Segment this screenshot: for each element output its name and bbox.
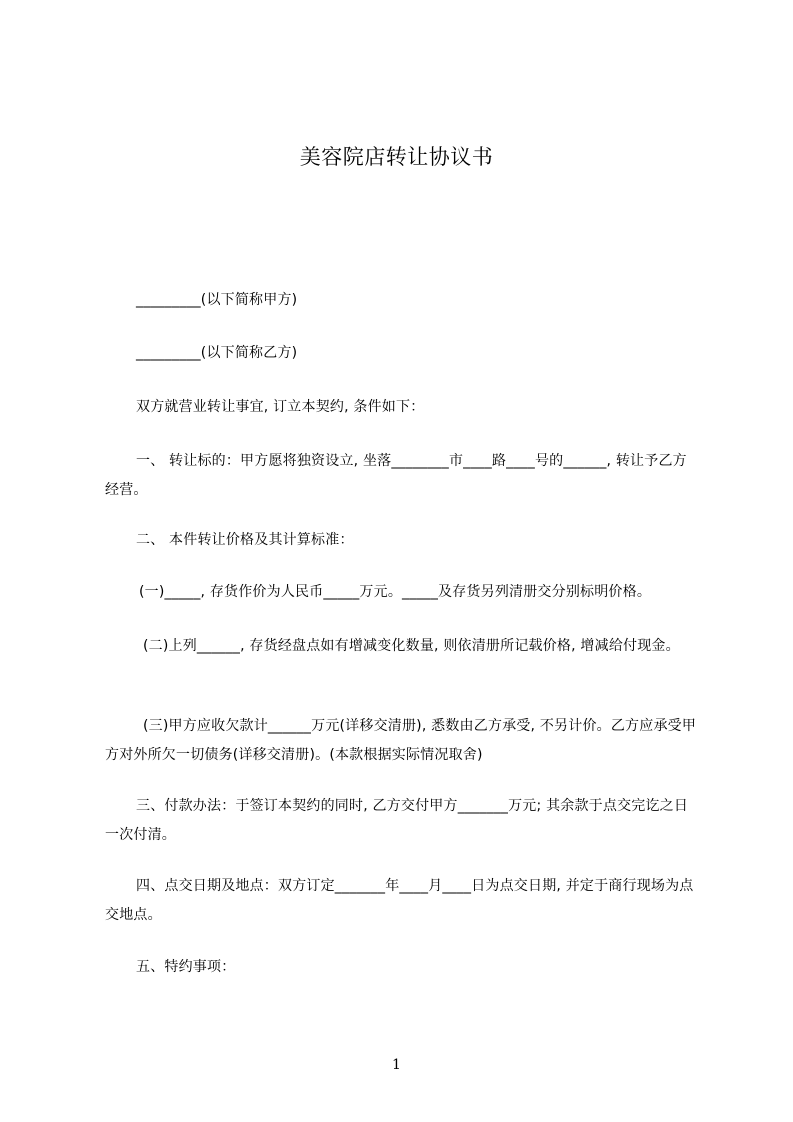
party-a-text: _________(以下简称甲方)	[136, 292, 298, 308]
clause-4-paragraph	[105, 872, 701, 930]
party-b-line	[105, 339, 701, 368]
intro-text: 双方就营业转让事宜, 订立本契约, 条件如下：	[136, 399, 425, 415]
clause-2-1-paragraph	[105, 578, 701, 607]
clause-2-2-text: (二)上列______, 存货经盘点如有增减变化数量, 则依清册所记载价格, 增减给付现金。	[143, 638, 680, 654]
clause-2-3-text: (三)甲方应收欠款计______万元(详移交清册), 悉数由乙方承受, 不另计价。乙方应承受甲方对外所欠一切债务(详移交清册)。(本款根据实际情况取舍)	[105, 718, 697, 763]
party-b-text: _________(以下简称乙方)	[136, 345, 298, 361]
clause-5-paragraph	[105, 953, 701, 982]
document-title: 美容院店转让协议书	[299, 145, 494, 169]
clause-1-paragraph	[105, 447, 701, 505]
clause-5-text: 五、特约事项：	[136, 959, 236, 975]
clause-3-text: 三、付款办法：于签订本契约的同时, 乙方交付甲方_______万元; 其余款于点交完讫之日一次付清。	[105, 798, 689, 843]
clause-3-paragraph	[105, 792, 701, 850]
intro-paragraph	[105, 393, 701, 422]
page-number: 1	[392, 1057, 401, 1073]
clause-2-heading	[105, 526, 701, 555]
party-a-line	[105, 286, 701, 315]
clause-2-3-paragraph	[105, 712, 701, 770]
clause-2-heading-text: 二、 本件转让价格及其计算标准：	[136, 532, 354, 548]
clause-2-2-paragraph	[105, 632, 701, 661]
clause-1-text: 一、 转让标的：甲方愿将独资设立, 坐落________市____路____号的______, 转让予乙方经营。	[105, 453, 687, 498]
clause-2-1-text: (一)_____, 存货作价为人民币_____万元。_____及存货另列清册交分别标明价格。	[139, 584, 652, 600]
clause-4-text: 四、点交日期及地点：双方订定_______年____月____日为点交日期, 并定于商行现场为点交地点。	[105, 878, 694, 923]
